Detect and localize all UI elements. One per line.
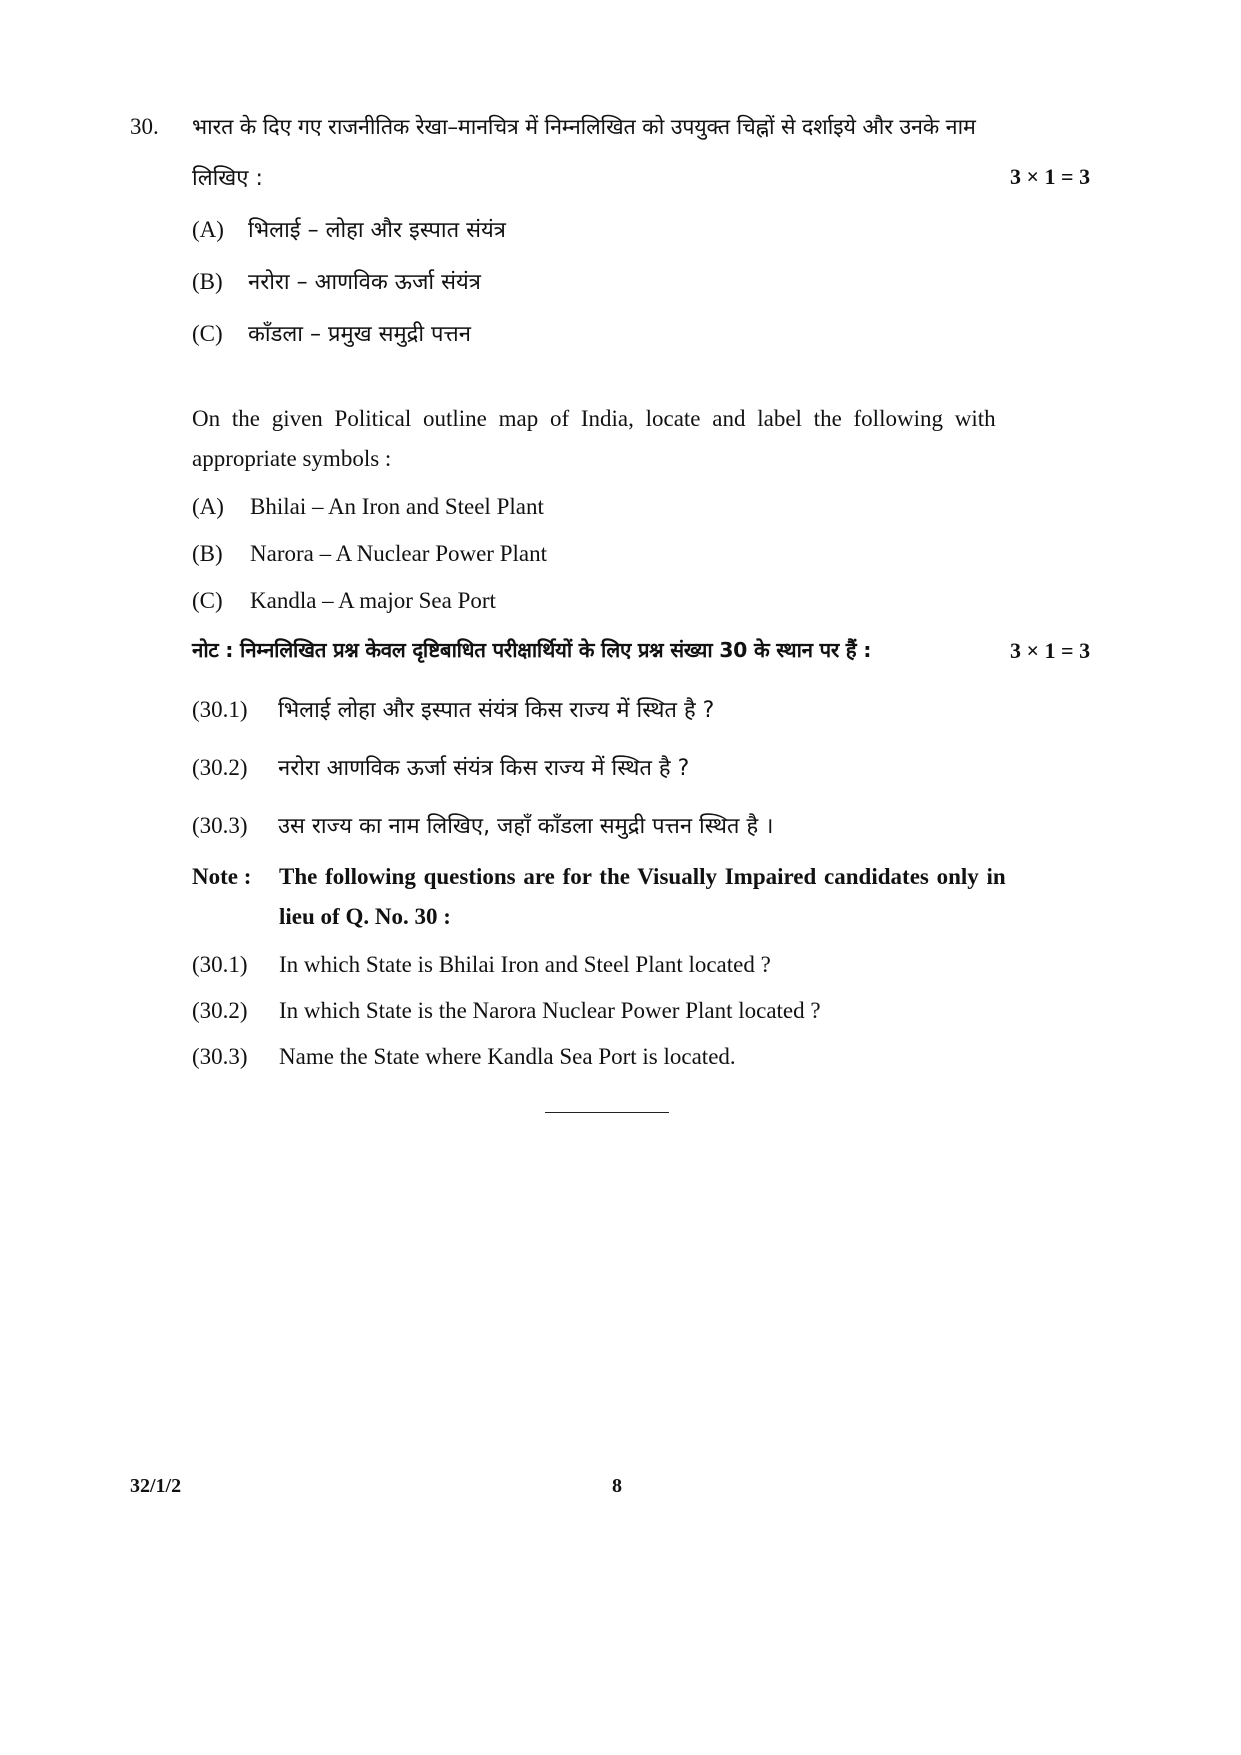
item-text: भिलाई लोहा और इस्पात संयंत्र किस राज्य में स्थित है ?	[278, 698, 715, 723]
item-label: (30.1)	[192, 697, 248, 722]
question-hindi-line-1: भारत के दिए गए राजनीतिक रेखा–मानचित्र में निम्नलिखित को उपयुक्त चिह्नों से दर्शाइये और उनके नाम	[192, 115, 976, 140]
item-label: (30.3)	[192, 1044, 248, 1069]
item-label: (A)	[192, 494, 224, 519]
end-of-section-rule	[545, 1112, 669, 1113]
question-english-line-1: On the given Political outline map of India, locate and label the following with	[192, 406, 996, 431]
paper-code: 32/1/2	[130, 1475, 182, 1497]
item-text: Kandla – A major Sea Port	[250, 588, 496, 613]
hindi-item-b	[192, 266, 481, 296]
english-note-label: Note :	[192, 864, 252, 889]
item-text: उस राज्य का नाम लिखिए, जहाँ काँडला समुद्री पत्तन स्थित है ।	[278, 814, 774, 839]
item-label: (C)	[192, 321, 223, 346]
item-label: (A)	[192, 217, 224, 242]
english-item-b	[192, 541, 547, 567]
english-note-item-1	[192, 952, 771, 978]
item-text: In which State is the Narora Nuclear Power Plant located ?	[279, 998, 821, 1023]
page-number: 8	[612, 1475, 622, 1497]
hindi-item-c	[192, 318, 471, 348]
hindi-item-a	[192, 214, 506, 244]
item-label: (B)	[192, 269, 223, 294]
question-english-line-2: appropriate symbols :	[192, 446, 392, 471]
question-number: 30.	[130, 114, 159, 139]
english-note-item-2	[192, 998, 821, 1024]
hindi-note-item-3	[192, 810, 773, 840]
hindi-note-marks: 3 × 1 = 3	[1010, 638, 1091, 663]
english-note-line-2: lieu of Q. No. 30 :	[279, 904, 451, 929]
item-text: भिलाई – लोहा और इस्पात संयंत्र	[248, 218, 506, 243]
item-text: Bhilai – An Iron and Steel Plant	[250, 494, 544, 519]
item-label: (30.1)	[192, 952, 248, 977]
english-note-line-1: The following questions are for the Visually Impaired candidates only in	[279, 864, 1006, 889]
item-label: (30.2)	[192, 998, 248, 1023]
item-text: In which State is Bhilai Iron and Steel Plant located ?	[279, 952, 771, 977]
item-text: नरोरा – आणविक ऊर्जा संयंत्र	[248, 270, 481, 295]
item-label: (30.2)	[192, 755, 248, 780]
hindi-note-item-2	[192, 752, 689, 782]
item-label: (30.3)	[192, 813, 248, 838]
item-label: (B)	[192, 541, 223, 566]
item-text: नरोरा आणविक ऊर्जा संयंत्र किस राज्य में स्थित है ?	[278, 756, 690, 781]
item-label: (C)	[192, 588, 223, 613]
item-text: काँडला – प्रमुख समुद्री पत्तन	[248, 322, 471, 347]
hindi-note: नोट : निम्नलिखित प्रश्न केवल दृष्टिबाधित परीक्षार्थियों के लिए प्रश्न संख्या 30 के स्थान पर हैं :	[192, 638, 872, 662]
english-note-item-3	[192, 1044, 736, 1070]
english-item-a	[192, 494, 544, 520]
hindi-note-item-1	[192, 694, 714, 724]
question-hindi-line-2: लिखिए :	[192, 166, 263, 191]
question-marks: 3 × 1 = 3	[1010, 164, 1091, 189]
item-text: Narora – A Nuclear Power Plant	[250, 541, 548, 566]
item-text: Name the State where Kandla Sea Port is located.	[279, 1044, 736, 1069]
english-item-c	[192, 588, 496, 614]
